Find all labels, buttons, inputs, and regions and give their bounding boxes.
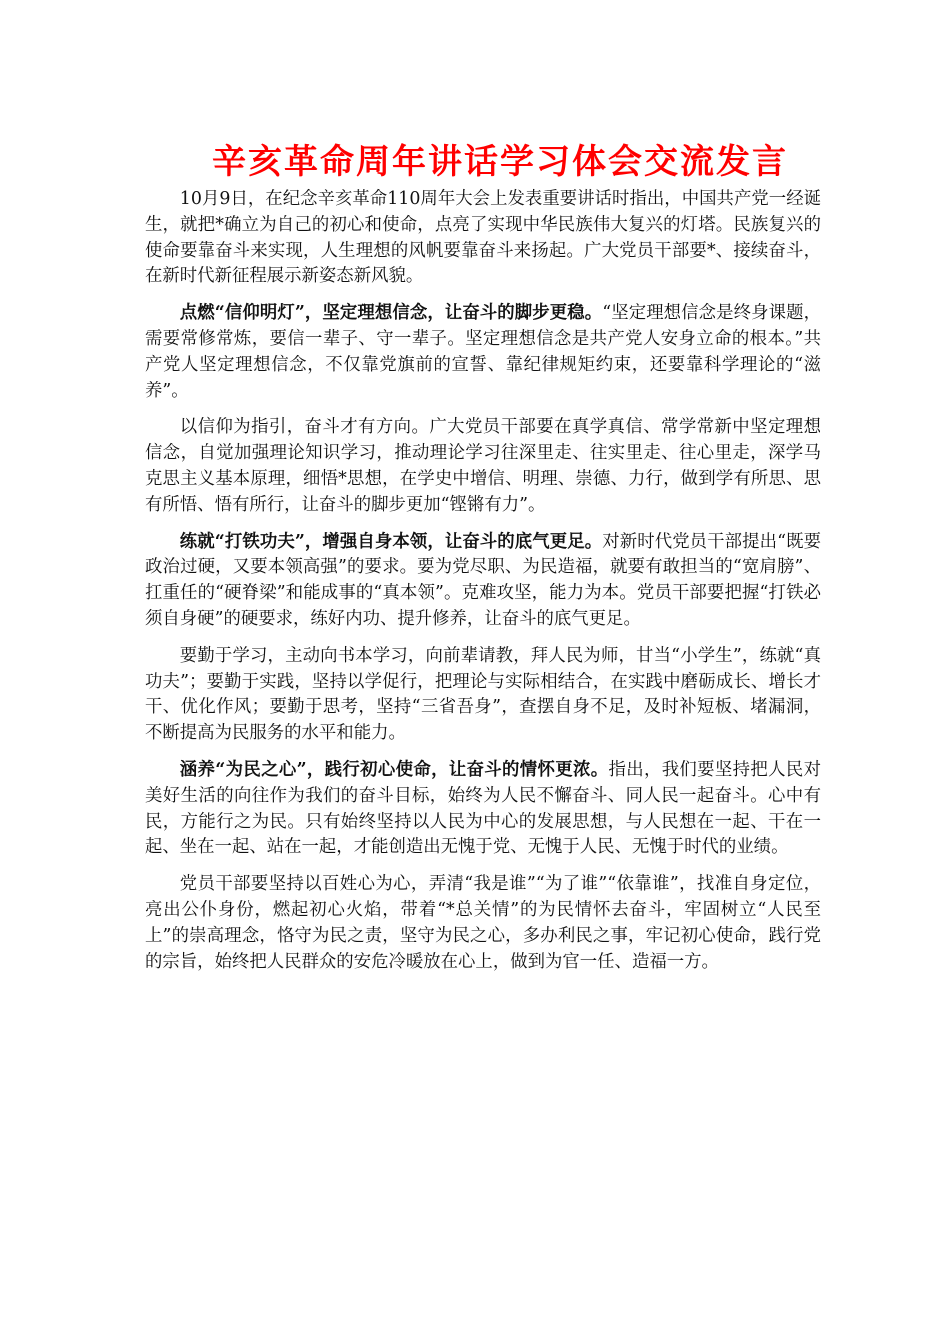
paragraph-ability (145, 530, 821, 633)
paragraph-text: 10月9日，在纪念辛亥革命110周年大会上发表重要讲话时指出，中国共产党一经诞生，就把*确立为自己的初心和使命，点亮了实现中华民族伟大复兴的灯塔。民族复兴的使命要靠奋斗来实现，人生理想的风帆要靠奋斗来扬起。广大党员干部要*、接续奋斗，在新时代新征程展示新姿态新风貌。 (145, 189, 821, 287)
document-body (145, 187, 821, 986)
paragraph-people (145, 758, 821, 861)
document-title: 辛亥革命周年讲话学习体会交流发言 (212, 142, 788, 182)
paragraph-people-detail (145, 872, 821, 975)
paragraph-belief-detail (145, 415, 821, 518)
paragraph-text: 以信仰为指引，奋斗才有方向。广大党员干部要在真学真信、常学常新中坚定理想信念，自觉加强理论知识学习，推动理论学习往深里走、往实里走、往心里走，深学马克思主义基本原理，细悟*思想，在学史中增信、明理、崇德、力行，做到学有所思、思有所悟、悟有所行，让奋斗的脚步更加“铿锵有力”。 (145, 417, 821, 515)
paragraph-lead: 涵养“为民之心”，践行初心使命，让奋斗的情怀更浓。 (179, 759, 609, 780)
paragraph-text: 指出，我们要坚持把人民对美好生活的向往作为我们的奋斗目标，始终为人民不懈奋斗、同人民一起奋斗。心中有民，方能行之为民。只有始终坚持以人民为中心的发展思想，与人民想在一起、干在一起、坐在一起、站在一起，才能创造出无愧于党、无愧于人民、无愧于时代的业绩。 (145, 759, 821, 858)
paragraph-text: 要勤于学习，主动向书本学习，向前辈请教，拜人民为师，甘当“小学生”，练就“真功夫”；要勤于实践，坚持以学促行，把理论与实际相结合，在实践中磨砺成长、增长才干、优化作风；要勤于思考，坚持“三省吾身”，查摆自身不足，及时补短板、堵漏洞，不断提高为民服务的水平和能力。 (145, 645, 821, 744)
paragraph-belief (145, 301, 821, 404)
paragraph-lead: 点燃“信仰明灯”，坚定理想信念，让奋斗的脚步更稳。 (179, 303, 603, 324)
paragraph-intro (145, 187, 821, 290)
paragraph-text: 党员干部要坚持以百姓心为心，弄清“我是谁”“为了谁”“依靠谁”，找准自身定位，亮出公仆身份，燃起初心火焰，带着“*总关情”的为民情怀去奋斗，牢固树立“人民至上”的崇高理念，恪守为民之责，坚守为民之心，多办利民之事，牢记初心使命，践行党的宗旨，始终把人民群众的安危冷暖放在心上，做到为官一任、造福一方。 (145, 874, 821, 972)
paragraph-text: “坚定理想信念是终身课题，需要常修常炼，要信一辈子、守一辈子。坚定理想信念是共产党人安身立命的根本。”共产党人坚定理想信念，不仅靠党旗前的宣誓、靠纪律规矩约束，还要靠科学理论的“滋养”。 (145, 303, 821, 401)
paragraph-text: 对新时代党员干部提出“既要政治过硬，又要本领高强”的要求。要为党尽职、为民造福，就要有敢担当的“宽肩膀”、扛重任的“硬脊梁”和能成事的“真本领”。克难攻坚，能力为本。党员干部要把握“打铁必须自身硬”的硬要求，练好内功、提升修养，让奋斗的底气更足。 (145, 531, 821, 629)
paragraph-lead: 练就“打铁功夫”，增强自身本领，让奋斗的底气更足。 (179, 531, 603, 552)
paragraph-ability-detail (145, 644, 821, 747)
